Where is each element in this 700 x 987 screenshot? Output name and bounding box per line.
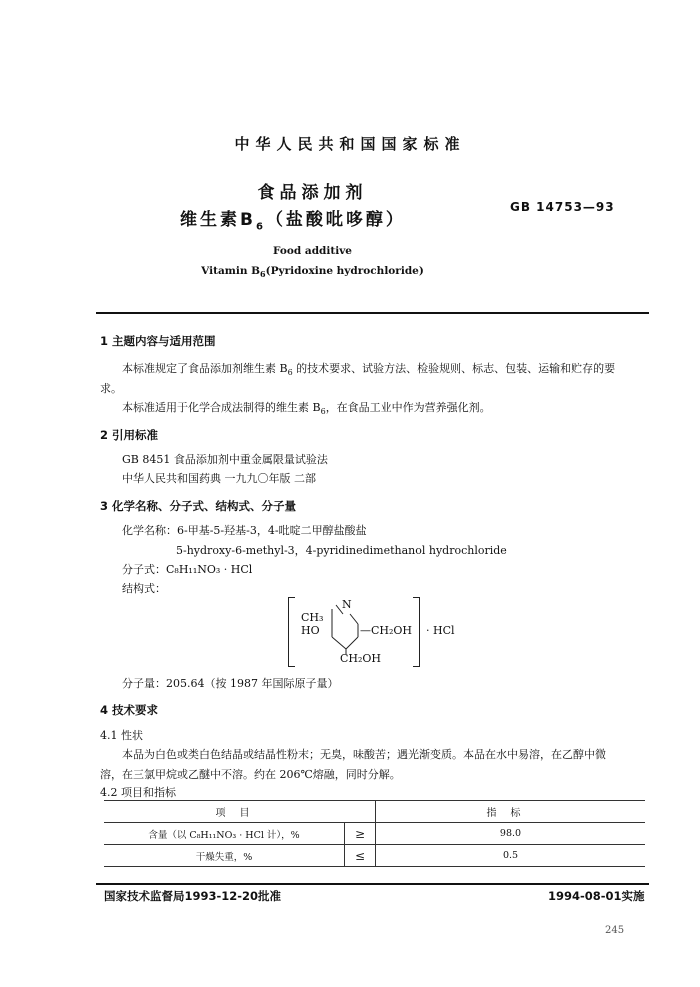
table-row bbox=[104, 845, 645, 867]
struct-ch3-label: CH₃ bbox=[301, 611, 324, 624]
document-title-line2: 维生素$B_6$（盐酸吡哆醇） bbox=[180, 210, 406, 233]
struct-ch2oh-right-label: —CH₂OH bbox=[360, 624, 413, 637]
table-header-item: 项目 bbox=[104, 801, 376, 823]
struct-ch2oh-bottom-label: CH₂OH bbox=[340, 652, 382, 665]
national-standard-title: 中华人民共和国国家标准 bbox=[234, 135, 466, 153]
section3-heading: 3 化学名称、分子式、结构式、分子量 bbox=[100, 499, 297, 513]
table-cell-item: 干燥失重，% bbox=[104, 845, 345, 867]
document-title-line1: 食品添加剂 bbox=[257, 183, 368, 203]
table-cell-operator: ≤ bbox=[345, 845, 376, 867]
approval-date: 国家技术监督局1993-12-20批准 bbox=[104, 889, 282, 903]
english-title-line1: Food additive bbox=[273, 245, 352, 257]
table-header-row bbox=[104, 801, 645, 823]
section1-heading: 1 主题内容与适用范围 bbox=[100, 334, 216, 348]
standard-number: GB 14753—93 bbox=[510, 200, 615, 214]
section2-heading: 2 引用标准 bbox=[100, 428, 159, 442]
molecular-formula: 分子式：C₈H₁₁NO₃ · HCl bbox=[122, 563, 253, 576]
section4-2-heading: 4.2 项目和指标 bbox=[100, 786, 176, 799]
struct-hcl-label: · HCl bbox=[426, 624, 455, 637]
table-cell-value: 98.0 bbox=[376, 823, 646, 845]
page-number: 245 bbox=[605, 925, 625, 936]
structural-formula bbox=[288, 597, 455, 665]
struct-n-label: N bbox=[342, 598, 352, 611]
reference-item: GB 8451 食品添加剂中重金属限量试验法 bbox=[122, 453, 328, 466]
table-row bbox=[104, 823, 645, 845]
section1-para2: 本标准适用于化学合成法制得的维生素 $B_6$，在食品工业中作为营养强化剂。 bbox=[122, 401, 491, 417]
section1-para1: 本标准规定了食品添加剂维生素 $B_6$ 的技术要求、试验方法、检验规则、标志、包装、运输和贮存的要 bbox=[122, 362, 616, 378]
properties-line2: 溶，在三氯甲烷或乙醚中不溶。约在 206℃熔融，同时分解。 bbox=[100, 768, 401, 781]
section1-para1-cont: 求。 bbox=[100, 382, 122, 395]
chemical-name-english: 5-hydroxy-6-methyl-3，4-pyridinedimethanol hydrochloride bbox=[176, 544, 507, 557]
implementation-date: 1994-08-01实施 bbox=[548, 889, 645, 903]
section4-heading: 4 技术要求 bbox=[100, 703, 159, 717]
chemical-name: 化学名称：6-甲基-5-羟基-3，4-吡啶二甲醇盐酸盐 bbox=[122, 524, 367, 537]
structure-label: 结构式： bbox=[122, 582, 166, 595]
table-cell-value: 0.5 bbox=[376, 845, 646, 867]
table-cell-operator: ≥ bbox=[345, 823, 376, 845]
struct-ho-label: HO bbox=[301, 624, 320, 637]
reference-item: 中华人民共和国药典 一九九〇年版 二部 bbox=[122, 472, 316, 485]
molecular-weight: 分子量：205.64（按 1987 年国际原子量） bbox=[122, 677, 339, 690]
header-divider bbox=[96, 312, 649, 314]
english-title-line2: Vitamin $B_6(Pyridoxine$ hydrochloride) bbox=[201, 265, 424, 280]
specification-table bbox=[104, 800, 645, 867]
footer-divider bbox=[96, 883, 649, 885]
table-header-spec: 指标 bbox=[376, 801, 646, 823]
properties-line1: 本品为白色或类白色结晶或结晶性粉末；无臭，味酸苦；遇光渐变质。本品在水中易溶，在乙醇中微 bbox=[122, 748, 606, 761]
table-cell-item: 含量（以 C₈H₁₁NO₃ · HCl 计），% bbox=[104, 823, 345, 845]
section4-1-heading: 4.1 性状 bbox=[100, 729, 143, 742]
